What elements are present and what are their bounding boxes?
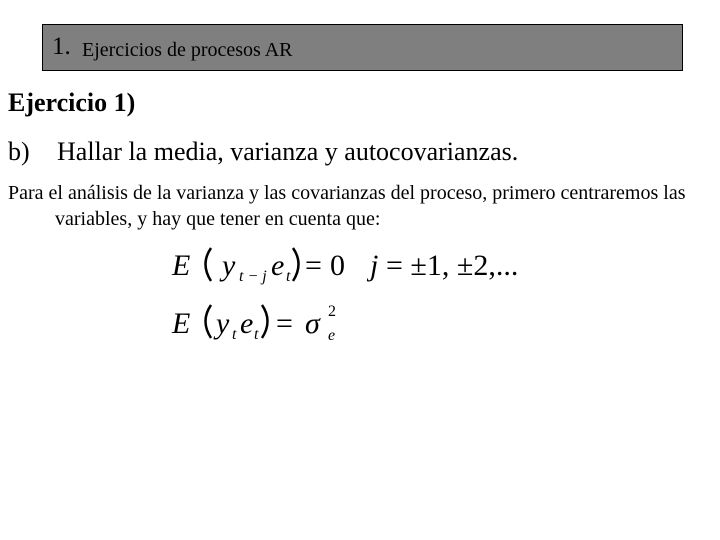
header-number: 1. <box>52 33 71 60</box>
exercise-title: Ejercicio 1) <box>8 88 136 117</box>
eq2-right-paren <box>262 305 268 338</box>
eq1-right-paren <box>293 248 299 281</box>
eq1-var-e: e <box>271 249 285 282</box>
eq1-sub-e: t <box>286 268 291 285</box>
eq1-func: E <box>172 249 191 282</box>
eq1-condition-var: j <box>370 249 379 282</box>
eq1-var-y: y <box>222 249 236 282</box>
eq2-sigma-sup: 2 <box>328 303 336 320</box>
eq2-left-paren <box>206 305 212 338</box>
equation-2 <box>171 303 336 344</box>
eq2-equals: = <box>276 307 293 340</box>
eq2-sigma-sub: e <box>328 327 336 344</box>
eq1-sub-y: t − j <box>239 268 267 285</box>
item-text: Hallar la media, varianza y autocovarianzas. <box>57 137 519 166</box>
header-title: Ejercicios de procesos AR <box>82 39 293 61</box>
eq2-sub-y: t <box>232 326 237 343</box>
explanation-paragraph: Para el análisis de la varianza y las covarianzas del proceso, primero centraremos las variables, y hay que tener en cuenta que: <box>8 182 686 230</box>
equation-1 <box>171 248 518 285</box>
eq2-var-e: e <box>240 307 254 340</box>
eq2-func: E <box>172 307 191 340</box>
eq2-sub-e: t <box>254 326 259 343</box>
eq2-sigma: σ <box>305 307 320 340</box>
item-marker: b) <box>8 137 30 166</box>
eq1-equals: = <box>305 249 322 282</box>
eq1-left-paren <box>206 248 212 281</box>
eq1-rhs: 0 <box>330 249 345 282</box>
eq2-var-y: y <box>216 307 230 340</box>
eq1-condition: = ±1, ±2,... <box>386 249 519 282</box>
